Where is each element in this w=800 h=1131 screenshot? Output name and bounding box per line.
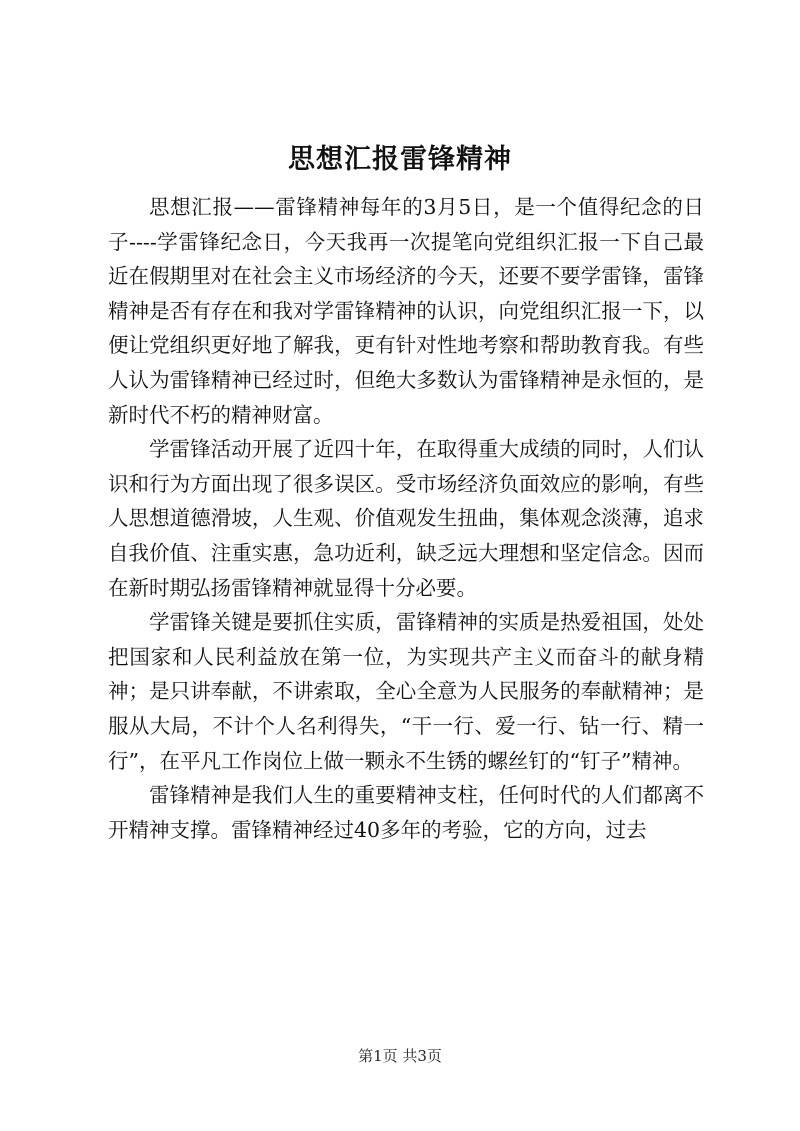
document-body bbox=[108, 190, 704, 847]
page-number-footer: 第1页 共3页 bbox=[358, 1047, 442, 1065]
document-title: 思想汇报雷锋精神 bbox=[288, 144, 512, 175]
paragraph-2: 学雷锋活动开展了近四十年，在取得重大成绩的同时，人们认识和行为方面出现了很多误区。受市场经济负面效应的影响，有些人思想道德滑坡，人生观、价值观发生扭曲，集体观念淡薄，追求自我价值、注重实惠，急功近利，缺乏远大理想和坚定信念。因而在新时期弘扬雷锋精神就显得十分必要。 bbox=[108, 437, 704, 600]
paragraph-1: 思想汇报——雷锋精神每年的3月5日，是一个值得纪念的日子----学雷锋纪念日，今天我再一次提笔向党组织汇报一下自己最近在假期里对在社会主义市场经济的今天，还要不要学雷锋，雷锋精神是否有存在和我对学雷锋精神的认识，向党组织汇报一下，以便让党组织更好地了解我，更有针对性地考察和帮助教育我。有些人认为雷锋精神已经过时，但绝大多数认为雷锋精神是永恒的，是新时代不朽的精神财富。 bbox=[108, 195, 704, 427]
paragraph-3: 学雷锋关键是要抓住实质，雷锋精神的实质是热爱祖国，处处把国家和人民利益放在第一位，为实现共产主义而奋斗的献身精神；是只讲奉献，不讲索取，全心全意为人民服务的奉献精神；是服从大局，不计个人名利得失，“干一行、爱一行、钻一行、精一行”，在平凡工作岗位上做一颗永不生锈的螺丝钉的“钉子”精神。 bbox=[108, 610, 704, 773]
paragraph-4: 雷锋精神是我们人生的重要精神支柱，任何时代的人们都离不开精神支撑。雷锋精神经过40多年的考验，它的方向，过去 bbox=[108, 783, 704, 842]
